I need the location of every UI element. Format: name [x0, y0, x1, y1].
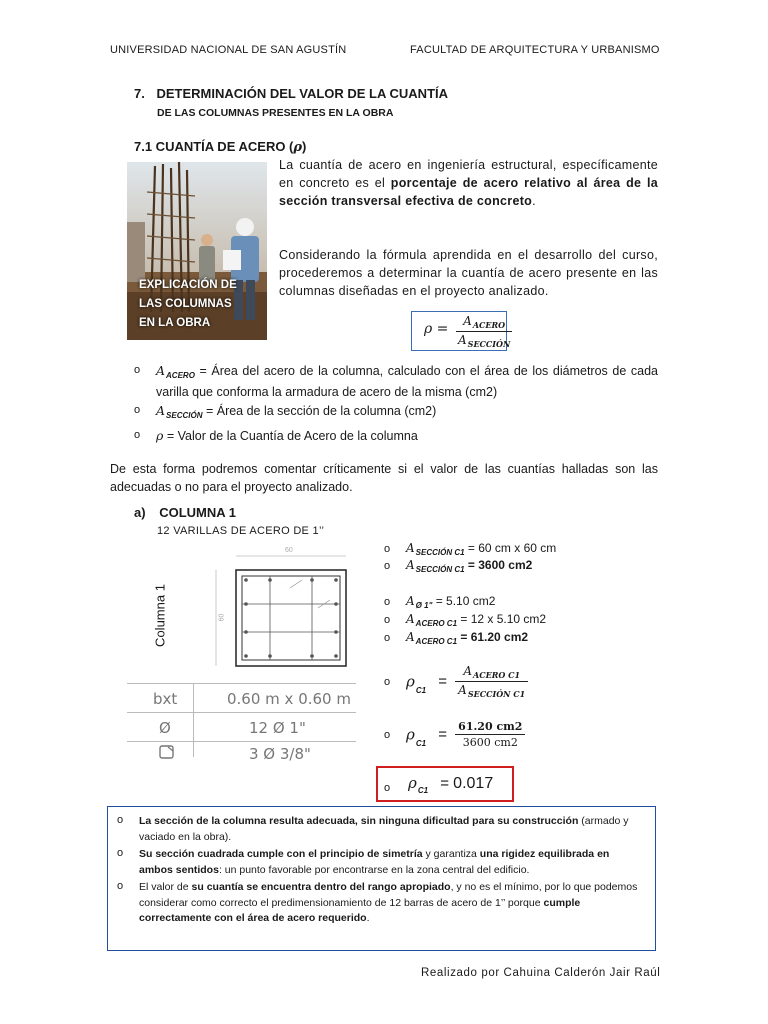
column-properties-table	[127, 683, 356, 763]
dim-side: 60	[218, 613, 226, 622]
formula-den-sym: A	[458, 333, 467, 347]
bullet-icon: o	[384, 782, 391, 794]
table-divider	[127, 741, 356, 742]
bullet-icon: o	[134, 364, 141, 376]
def-sym: A	[156, 403, 166, 418]
bullet-icon: o	[117, 880, 124, 892]
bullet-icon: o	[384, 675, 391, 688]
formula-fraction	[456, 314, 512, 349]
def-sym: A	[156, 363, 166, 378]
calc-text: = 5.10 cm2	[432, 594, 496, 608]
summary-normal: y garantiza	[422, 848, 480, 860]
summary-item	[117, 880, 639, 927]
rho-lhs-sub: C1	[417, 786, 429, 795]
rho-values-num: 61.20 cm2	[455, 720, 525, 735]
calc-sym: A	[406, 630, 415, 644]
summary-normal: (armado y vaciado en la obra).	[139, 815, 629, 843]
photo-caption-line: EXPLICACIÓN DE	[139, 279, 237, 291]
column1-title: COLUMNA 1	[159, 505, 236, 520]
bullet-icon: o	[384, 543, 391, 555]
calc-sub: ACERO C1	[415, 637, 458, 646]
calc-item	[384, 541, 674, 558]
definitions-list	[134, 362, 658, 445]
rho-values-den: 3600 cm2	[462, 736, 518, 749]
definition-item	[134, 402, 658, 424]
def-sub: SECCIÓN	[166, 411, 203, 420]
bullet-icon: o	[117, 814, 124, 826]
rho-denominator	[455, 682, 528, 699]
summary-item	[117, 814, 639, 845]
calc-item	[384, 558, 674, 594]
calc-item	[384, 612, 674, 630]
table-key-diameter: Ø	[159, 719, 171, 737]
bullet-icon: o	[384, 632, 391, 644]
summary-bold: una rigidez equilibrada en ambos sentidos	[139, 848, 610, 876]
summary-text	[139, 814, 639, 845]
formula-denominator	[456, 332, 512, 349]
intro-p1-text: La cuantía de acero en ingeniería estructural, específicamente en concreto es el	[279, 158, 658, 190]
photo-caption	[139, 276, 237, 333]
rho-den-sym: A	[458, 683, 467, 697]
site-photo	[127, 162, 267, 340]
summary-box	[107, 806, 656, 951]
summary-normal: : un punto favorable por encontrarse en la zona central del edificio.	[218, 863, 530, 876]
subsection-title	[134, 139, 306, 155]
summary-text	[139, 880, 639, 927]
bullet-icon: o	[384, 596, 391, 608]
column-section-drawing	[150, 548, 360, 678]
dim-top: 60	[285, 547, 293, 554]
bullet-icon: o	[134, 404, 141, 416]
summary-bold: Su sección cuadrada cumple con el principio de simetría	[139, 848, 423, 860]
summary-bold: cumple correctamente con el área de acero requerido	[139, 896, 581, 924]
definition-item	[134, 362, 658, 401]
summary-bold: su cuantía se encuentra dentro del rango apropiado	[191, 881, 451, 893]
def-desc: = Valor de la Cuantía de Acero de la columna	[163, 429, 418, 443]
bullet-icon: o	[117, 847, 124, 859]
calc-item	[384, 594, 674, 612]
rho-num-sub: ACERO C1	[473, 670, 521, 680]
calc-sub: Ø 1"	[415, 601, 433, 610]
calc-text: = 60 cm x 60 cm	[464, 541, 557, 555]
calc-sym: A	[406, 612, 415, 626]
subsection-title-text: 7.1 CUANTÍA DE ACERO (	[134, 139, 294, 154]
section-number: 7.	[134, 86, 145, 101]
def-desc: = Área de la sección de la columna (cm2)	[202, 404, 437, 418]
footer-author: Realizado por Cahuina Calderón Jair Raúl	[421, 967, 661, 979]
rho-result	[408, 774, 493, 795]
def-sub: ACERO	[166, 371, 195, 380]
summary-normal: , y no es el mínimo, por lo que podemos considerar como correcto el predimensionamiento de 12 barras de acero de 1’’ porque	[139, 881, 638, 909]
rho-values	[384, 720, 525, 749]
rho-num-sym: A	[463, 664, 473, 678]
intro-p1-end: .	[532, 194, 536, 208]
summary-bold: La sección de la columna resulta adecuada, sin ninguna dificultad para su construcción	[139, 815, 579, 827]
calc-sym: A	[406, 558, 415, 572]
subsection-close: )	[302, 139, 307, 154]
formula-numerator	[456, 314, 512, 332]
formula-num-sub: ACERO	[472, 320, 506, 330]
rho-fraction	[455, 664, 528, 699]
calc-sub: SECCIÓN C1	[415, 565, 465, 574]
rho-result-value: 0.017	[453, 775, 494, 792]
stirrup-icon	[159, 745, 175, 764]
calc-text: = 61.20 cm2	[457, 630, 529, 644]
column1-subtitle: 12 VARILLAS DE ACERO DE 1’’	[157, 525, 325, 537]
table-key-bxt: bxt	[153, 690, 178, 708]
summary-item	[117, 847, 639, 878]
definition-item	[134, 427, 658, 445]
column1-heading	[134, 505, 236, 520]
summary-normal: El valor de	[139, 881, 192, 893]
table-divider	[127, 683, 356, 684]
table-value-stirrup: 3 Ø 3/8"	[249, 745, 311, 763]
formula-num-sym: A	[463, 314, 472, 328]
calc-item	[384, 630, 674, 648]
calc-sym: A	[406, 541, 415, 555]
calc-sym: A	[406, 594, 415, 608]
intro-p1-bold: porcentaje de acero relativo al área de la sección transversal efectiva de concreto	[279, 176, 658, 208]
calc-text: = 12 x 5.10 cm2	[457, 612, 547, 626]
calc-sub: SECCIÓN C1	[415, 548, 465, 557]
summary-normal: .	[366, 912, 370, 924]
section-heading	[134, 86, 448, 101]
column-drawing-label: Columna 1	[152, 584, 168, 647]
subsection-rho: ρ	[293, 140, 303, 155]
bullet-icon: o	[384, 728, 391, 741]
formula-lhs: ρ =	[424, 321, 449, 337]
rho-lhs: ρ	[408, 774, 417, 792]
calc-text: = 3600 cm2	[464, 558, 533, 572]
summary-list	[117, 814, 639, 927]
table-value-diameter: 12 Ø 1"	[249, 719, 306, 737]
conclusion-intro: De esta forma podremos comentar críticamente si el valor de las cuantías halladas son las adecuadas o no para el proyecto analizado.	[110, 462, 658, 494]
rho-lhs: ρ	[406, 672, 415, 691]
def-desc: = Área del acero de la columna, calculado con el área de los diámetros de cada varilla que conforma la armadura de acero de la misma (cm2)	[156, 364, 658, 399]
header-faculty: FACULTAD DE ARQUITECTURA Y URBANISMO	[410, 44, 660, 56]
formula-den-sub: SECCIÓN	[467, 339, 511, 349]
table-value-bxt: 0.60 m x 0.60 m	[227, 690, 351, 708]
calc-sub: ACERO C1	[415, 619, 458, 628]
equals-sign: =	[438, 726, 447, 743]
rho-den-sub: SECCIÓN C1	[467, 689, 526, 699]
table-divider	[193, 683, 194, 757]
rho-formula	[384, 664, 528, 699]
rho-result-box	[376, 766, 514, 802]
equals-sign: =	[440, 775, 449, 792]
photo-caption-line: EN LA OBRA	[139, 317, 211, 329]
calculations-list	[384, 541, 674, 648]
section-subtitle: DE LAS COLUMNAS PRESENTES EN LA OBRA	[157, 107, 394, 119]
rho-lhs-sub: C1	[415, 686, 427, 696]
bullet-icon: o	[134, 429, 141, 441]
definition-text	[156, 362, 658, 401]
summary-text	[139, 847, 639, 878]
bullet-icon: o	[384, 614, 391, 626]
rho-values-fraction	[455, 720, 525, 749]
table-divider	[127, 712, 356, 713]
def-sym: ρ	[156, 428, 164, 443]
definition-text	[156, 402, 658, 424]
definition-text	[156, 427, 658, 445]
main-formula-box	[411, 311, 511, 351]
bullet-icon: o	[384, 560, 391, 572]
column1-label: a)	[134, 505, 146, 520]
header-university: UNIVERSIDAD NACIONAL DE SAN AGUSTÍN	[110, 44, 347, 56]
rho-lhs: ρ	[406, 725, 415, 744]
section-title: DETERMINACIÓN DEL VALOR DE LA CUANTÍA	[156, 86, 449, 101]
rho-numerator	[455, 664, 528, 682]
intro-paragraph-1	[279, 156, 658, 210]
photo-caption-line: LAS COLUMNAS	[139, 298, 232, 310]
rho-lhs-sub: C1	[415, 739, 427, 749]
equals-sign: =	[438, 673, 447, 690]
intro-paragraph-2: Considerando la fórmula aprendida en el desarrollo del curso, procederemos a determinar la cuantía de acero presente en las columnas diseñadas en el proyecto analizado.	[279, 248, 658, 298]
